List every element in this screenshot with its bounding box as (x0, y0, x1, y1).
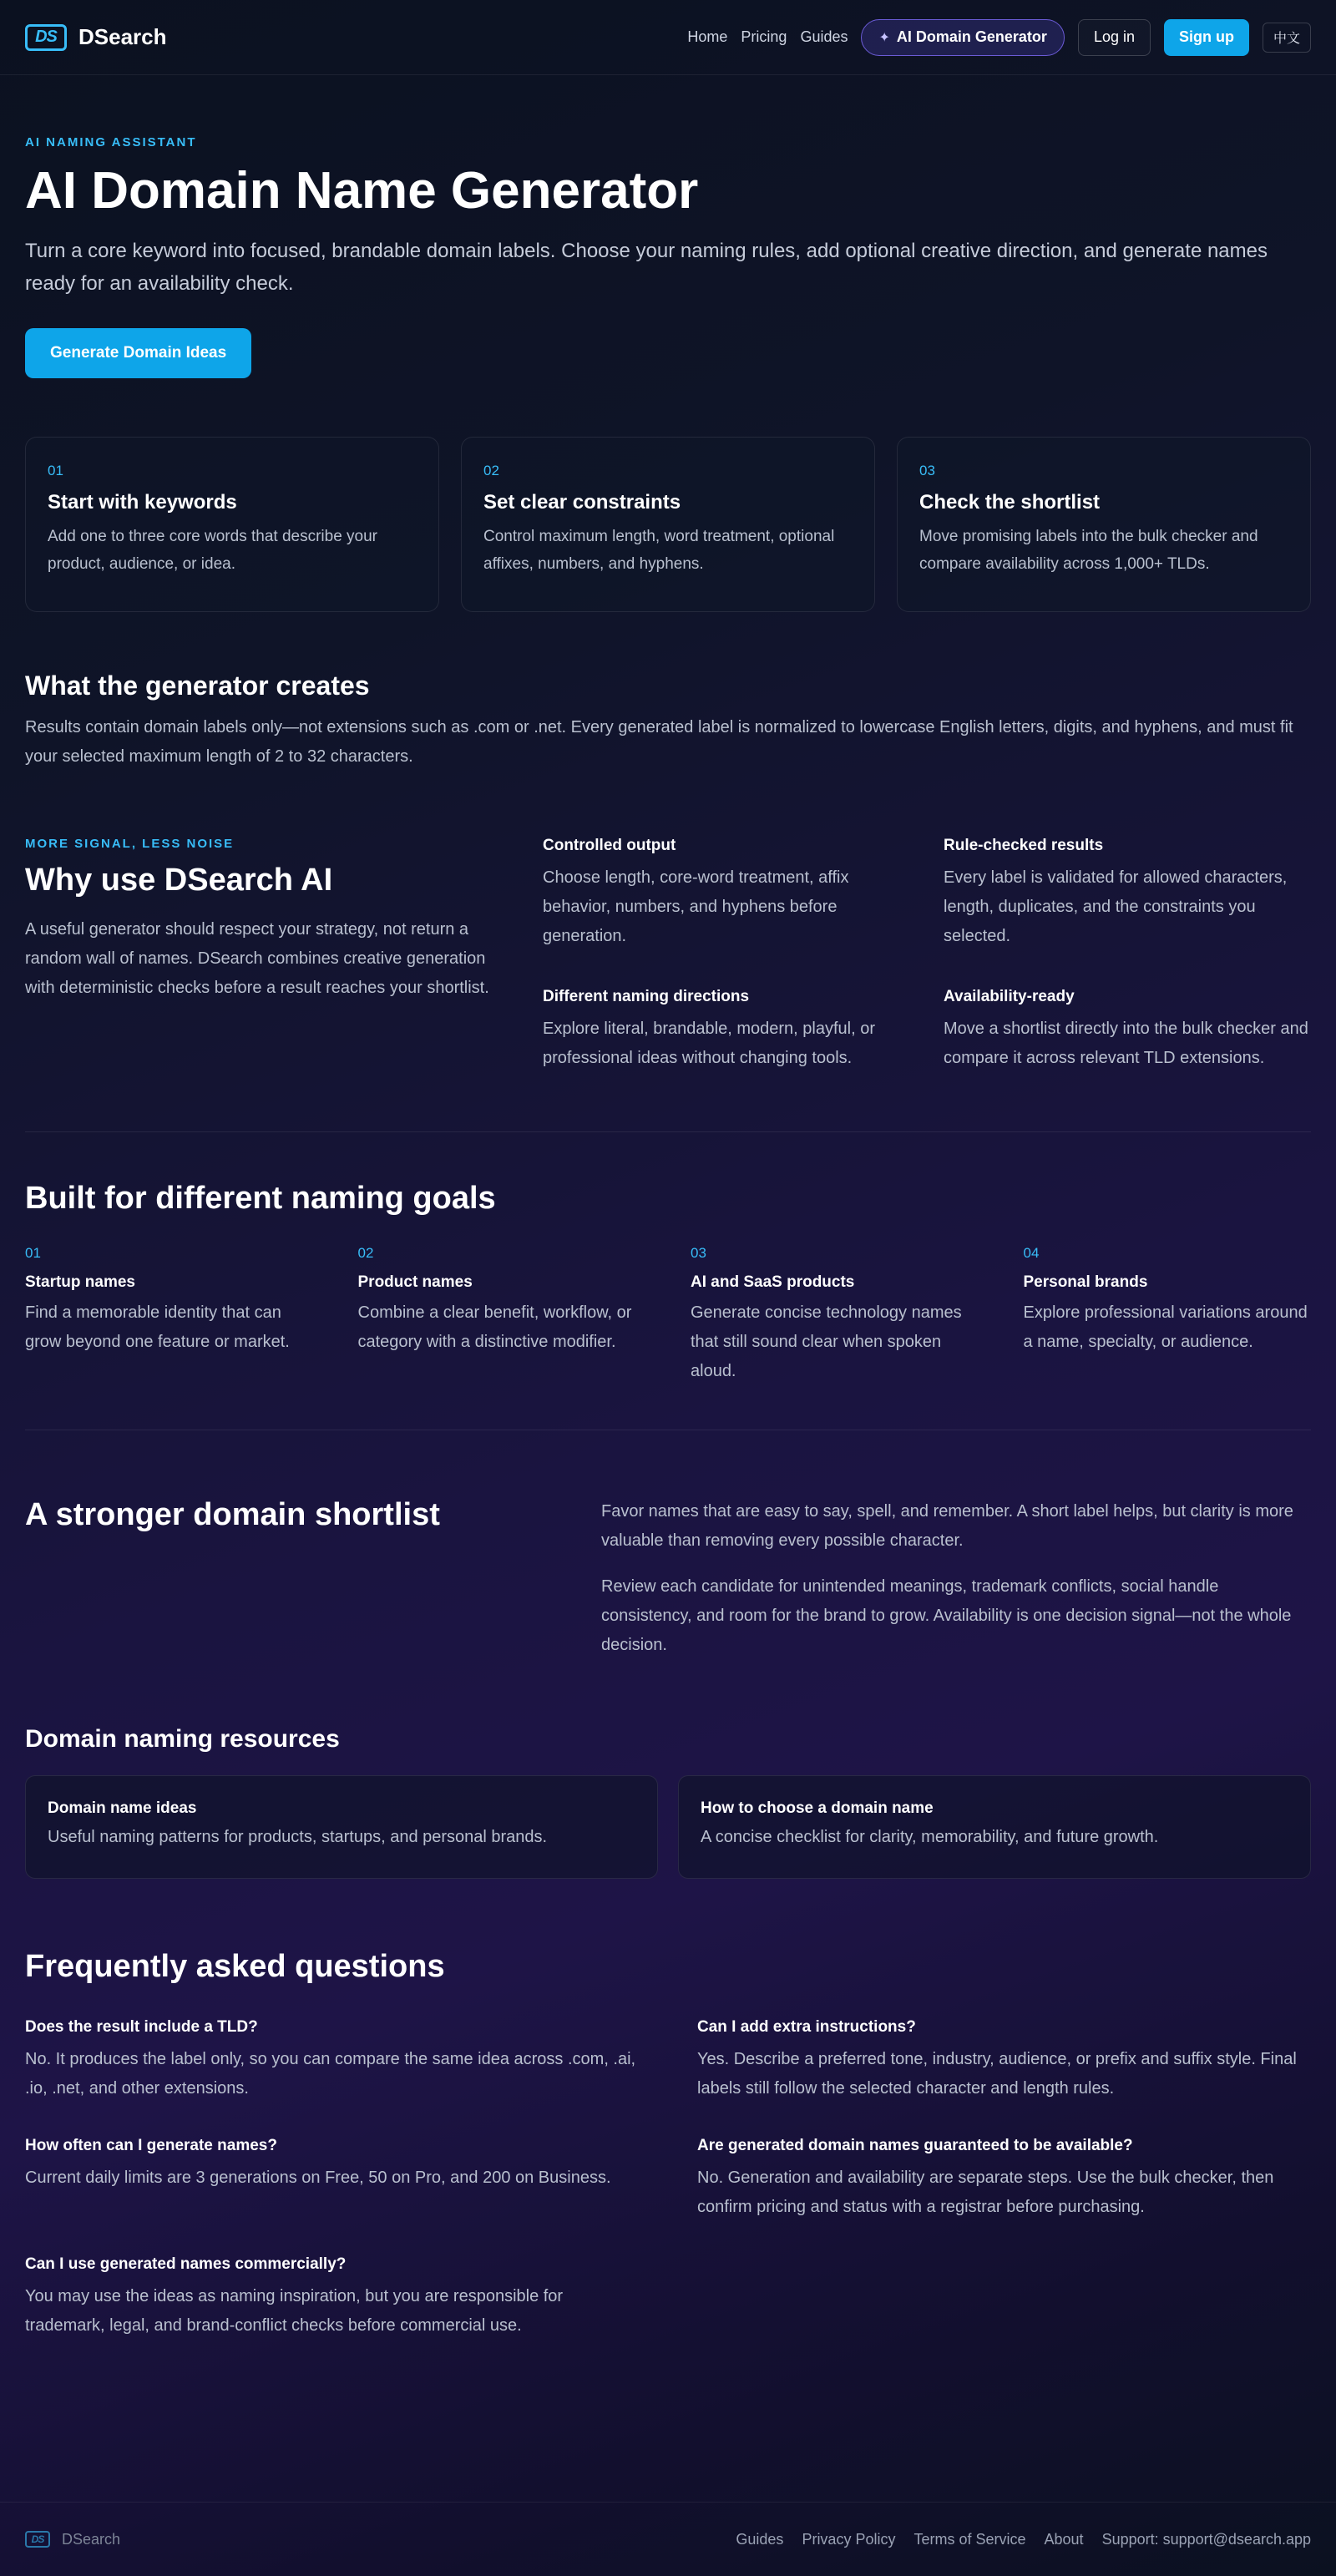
goal-title: AI and SaaS products (691, 1273, 855, 1292)
faq-question: Can I add extra instructions? (697, 2018, 916, 2037)
faq-item (697, 2137, 1311, 2222)
footer-brand[interactable] (25, 2531, 120, 2548)
faq-question: Does the result include a TLD? (25, 2018, 258, 2037)
goal-text: Combine a clear benefit, workflow, or category with a distinctive modifier. (357, 1303, 632, 1352)
feature-title: Different naming directions (543, 988, 750, 1006)
why-text: A useful generator should respect your strategy, not return a random wall of names. DSearch combines creative generation with deterministic checks before a result reaches your shortlist. (25, 920, 489, 998)
step-title: Check the shortlist (919, 491, 1101, 514)
site-header (0, 0, 1336, 75)
step-card (25, 437, 439, 612)
resource-card-domain-ideas[interactable] (25, 1775, 658, 1879)
goal-item (1024, 1245, 1312, 1386)
brand[interactable] (25, 24, 167, 51)
shortlist-section (25, 1497, 1311, 1660)
feature-item (944, 837, 1311, 951)
resources-title: Domain naming resources (25, 1725, 340, 1754)
feature-item (543, 837, 910, 951)
faq-grid (25, 2018, 1311, 2341)
faq-question: Are generated domain names guaranteed to be available? (697, 2137, 1133, 2155)
login-button[interactable]: Log in (1078, 19, 1151, 56)
faq-section (25, 1949, 1311, 2341)
why-intro (25, 837, 509, 1073)
why-section (25, 837, 1311, 1073)
page-title: AI Domain Name Generator (25, 162, 699, 220)
feature-text: Every label is validated for allowed characters, length, duplicates, and the constraints you selected. (944, 868, 1288, 946)
site-footer (0, 2502, 1336, 2576)
faq-item (25, 2255, 639, 2341)
goal-item (25, 1245, 313, 1386)
step-number: 03 (919, 463, 935, 479)
goals-grid (25, 1245, 1311, 1386)
ai-generator-label: AI Domain Generator (896, 28, 1047, 45)
resource-card-choose-domain[interactable] (678, 1775, 1311, 1879)
step-text: Control maximum length, word treatment, optional affixes, numbers, and hyphens. (483, 528, 835, 574)
why-title: Why use DSearch AI (25, 863, 333, 898)
goal-text: Generate concise technology names that still sound clear when spoken aloud. (691, 1303, 962, 1381)
goal-number: 02 (357, 1245, 374, 1262)
creates-text: Results contain domain labels only—not extensions such as .com or .net. Every generated label is normalized to lowercase English letters, digits, and hyphens, and must fit your selected maximum length of 2 to 32 characters. (25, 718, 1293, 767)
faq-question: Can I use generated names commercially? (25, 2255, 347, 2274)
resources-section (25, 1725, 1311, 1879)
goal-text: Explore professional variations around a name, specialty, or audience. (1023, 1303, 1308, 1352)
shortlist-title: A stronger domain shortlist (25, 1497, 440, 1533)
footer-link-guides[interactable]: Guides (736, 2530, 784, 2548)
faq-answer: Current daily limits are 3 generations on Free, 50 on Pro, and 200 on Business. (25, 2169, 611, 2188)
creates-title: What the generator creates (25, 671, 370, 701)
faq-item (25, 2137, 639, 2222)
main-content (0, 75, 1336, 2341)
feature-text: Explore literal, brandable, modern, playful, or professional ideas without changing tools. (543, 1020, 875, 1068)
logo-icon: DS (25, 2531, 50, 2548)
ai-generator-nav-button[interactable] (861, 19, 1064, 56)
faq-question: How often can I generate names? (25, 2137, 277, 2155)
faq-item (25, 2018, 639, 2103)
step-title: Start with keywords (48, 491, 237, 514)
hero-section (25, 75, 1311, 378)
step-number: 02 (483, 463, 499, 479)
goal-number: 01 (25, 1245, 41, 1262)
resource-title: Domain name ideas (48, 1799, 197, 1818)
faq-item (697, 2018, 1311, 2103)
step-text: Add one to three core words that describe your product, audience, or idea. (48, 528, 378, 574)
feature-text: Choose length, core-word treatment, affix behavior, numbers, and hyphens before generation. (543, 868, 849, 946)
step-card (897, 437, 1311, 612)
goals-title: Built for different naming goals (25, 1181, 496, 1217)
signup-button[interactable]: Sign up (1164, 19, 1249, 56)
shortlist-paragraph: Review each candidate for unintended meanings, trademark conflicts, social handle consistency, and room for the brand to grow. Availability is one decision signal—not the whole decision. (601, 1577, 1292, 1655)
footer-links (736, 2531, 1311, 2548)
logo-icon: DS (25, 24, 67, 51)
resource-title: How to choose a domain name (701, 1799, 934, 1818)
goal-number: 03 (691, 1245, 706, 1262)
nav-home-link[interactable]: Home (687, 28, 728, 45)
resource-text: A concise checklist for clarity, memorability, and future growth. (701, 1828, 1159, 1847)
brand-name: DSearch (78, 24, 167, 49)
feature-text: Move a shortlist directly into the bulk checker and compare it across relevant TLD extensions. (944, 1020, 1308, 1068)
creates-section (25, 671, 1311, 772)
sparkle-icon: ✦ (878, 30, 890, 45)
nav-pricing-link[interactable]: Pricing (741, 28, 787, 45)
feature-title: Controlled output (543, 837, 676, 855)
why-features (543, 837, 1311, 1073)
feature-item (543, 988, 910, 1073)
feature-title: Rule-checked results (944, 837, 1104, 855)
resources-grid (25, 1775, 1311, 1879)
step-number: 01 (48, 463, 63, 479)
goal-title: Personal brands (1023, 1273, 1148, 1292)
shortlist-text (601, 1497, 1311, 1660)
goal-title: Startup names (25, 1273, 135, 1292)
goals-section (25, 1181, 1311, 1386)
goal-item (691, 1245, 979, 1386)
section-divider (25, 1131, 1311, 1132)
resource-text: Useful naming patterns for products, startups, and personal brands. (48, 1828, 548, 1847)
goal-title: Product names (357, 1273, 473, 1292)
generate-ideas-button[interactable]: Generate Domain Ideas (25, 328, 251, 378)
faq-answer: Yes. Describe a preferred tone, industry, audience, or prefix and suffix style. Final labels still follow the selected character and length rules. (697, 2050, 1297, 2098)
footer-link-support[interactable]: Support: support@dsearch.app (1101, 2530, 1311, 2548)
step-title: Set clear constraints (483, 491, 681, 514)
footer-brand-name: DSearch (62, 2530, 121, 2548)
goal-number: 04 (1023, 1245, 1040, 1262)
footer-link-about[interactable]: About (1044, 2530, 1084, 2548)
shortlist-paragraph: Favor names that are easy to say, spell, and remember. A short label helps, but clarity is more valuable than removing every possible character. (601, 1502, 1293, 1551)
faq-answer: No. It produces the label only, so you can compare the same idea across .com, .ai, .io, .net, and other extensions. (25, 2050, 636, 2098)
faq-answer: No. Generation and availability are separate steps. Use the bulk checker, then confirm pricing and status with a registrar before purchasing. (697, 2169, 1274, 2217)
goal-text: Find a memorable identity that can grow beyond one feature or market. (25, 1303, 290, 1352)
step-card (461, 437, 875, 612)
faq-answer: You may use the ideas as naming inspiration, but you are responsible for trademark, legal, and brand-conflict checks before commercial use. (25, 2287, 564, 2336)
language-switch-button[interactable]: 中文 (1263, 23, 1311, 53)
footer-link-terms[interactable]: Terms of Service (913, 2530, 1026, 2548)
nav-guides-link[interactable]: Guides (800, 28, 848, 45)
faq-title: Frequently asked questions (25, 1949, 445, 1985)
steps-section (25, 437, 1311, 612)
hero-subtitle: Turn a core keyword into focused, brandable domain labels. Choose your naming rules, add optional creative direction, and generate names ready for an availability check. (25, 240, 1268, 295)
hero-eyebrow: AI NAMING ASSISTANT (25, 135, 197, 149)
feature-item (944, 988, 1311, 1073)
feature-title: Availability-ready (944, 988, 1075, 1006)
why-eyebrow: MORE SIGNAL, LESS NOISE (25, 837, 235, 852)
footer-link-privacy[interactable]: Privacy Policy (802, 2530, 896, 2548)
goal-item (358, 1245, 646, 1386)
main-nav (687, 19, 1311, 56)
step-text: Move promising labels into the bulk checker and compare availability across 1,000+ TLDs. (919, 528, 1258, 574)
